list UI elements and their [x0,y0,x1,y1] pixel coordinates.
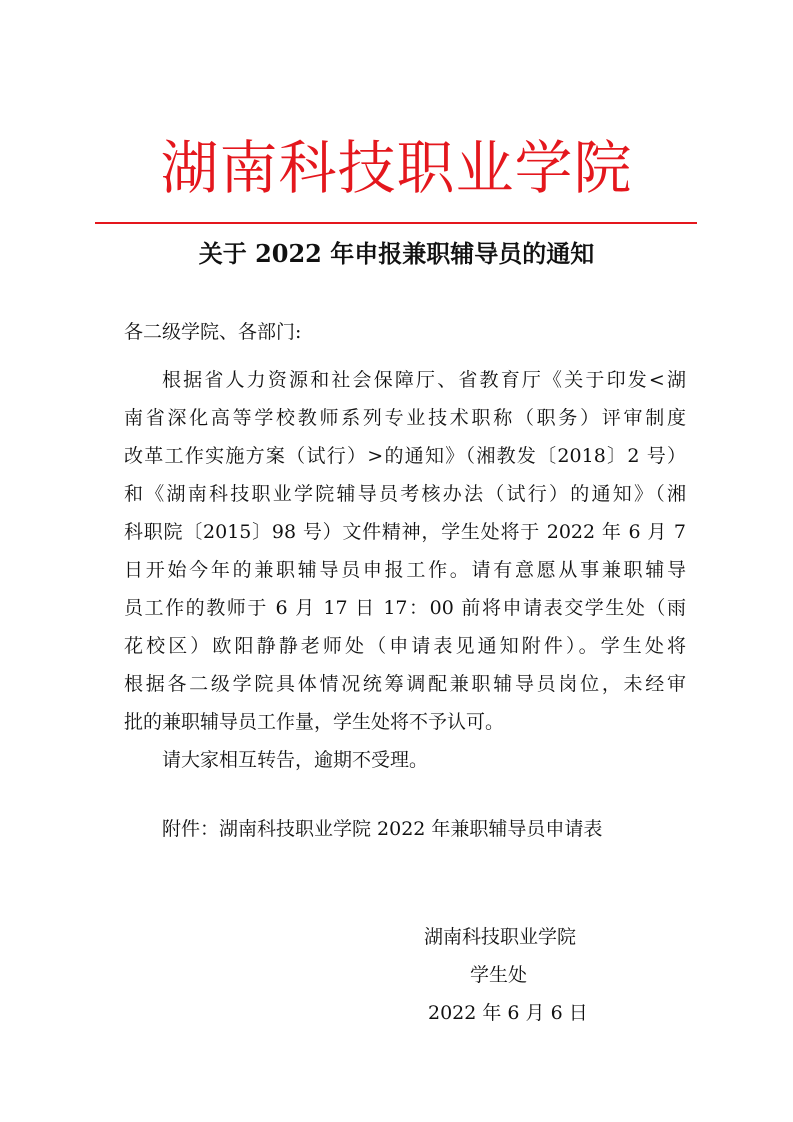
body-line: 根据各二级学院具体情况统筹调配兼职辅导员岗位，未经审 [124,673,686,695]
notice-title: 关于 2022 年申报兼职辅导员的通知 [198,239,595,268]
body-line: 和《湖南科技职业学院辅导员考核办法（试行）的通知》（湘 [124,483,686,505]
signature-organization: 湖南科技职业学院 [424,926,577,948]
body-line: 日开始今年的兼职辅导员申报工作。请有意愿从事兼职辅导 [124,559,686,581]
signature-date: 2022 年 6 月 6 日 [428,1002,588,1024]
body-line: 花校区）欧阳静静老师处（申请表见通知附件）。学生处将 [124,635,686,657]
body-line: 批的兼职辅导员工作量，学生处将不予认可。 [124,711,505,733]
body-line: 科职院〔2015〕98 号）文件精神，学生处将于 2022 年 6 月 7 [124,521,686,543]
salutation: 各二级学院、各部门: [124,321,302,343]
school-name-header: 湖南科技职业学院 [160,134,633,202]
closing-line: 请大家相互转告，逾期不受理。 [162,749,429,771]
body-line: 员工作的教师于 6 月 17 日 17：00 前将申请表交学生处（雨 [124,597,686,619]
body-line: 根据省人力资源和社会保障厅、省教育厅《关于印发<湖 [162,369,686,391]
body-line: 改革工作实施方案（试行）>的通知》（湘教发〔2018〕2 号） [124,445,686,467]
signature-department: 学生处 [470,964,528,986]
header-red-rule [95,222,697,224]
attachment-line: 附件：湖南科技职业学院 2022 年兼职辅导员申请表 [162,818,603,840]
body-line: 南省深化高等学校教师系列专业技术职称（职务）评审制度 [124,407,686,429]
